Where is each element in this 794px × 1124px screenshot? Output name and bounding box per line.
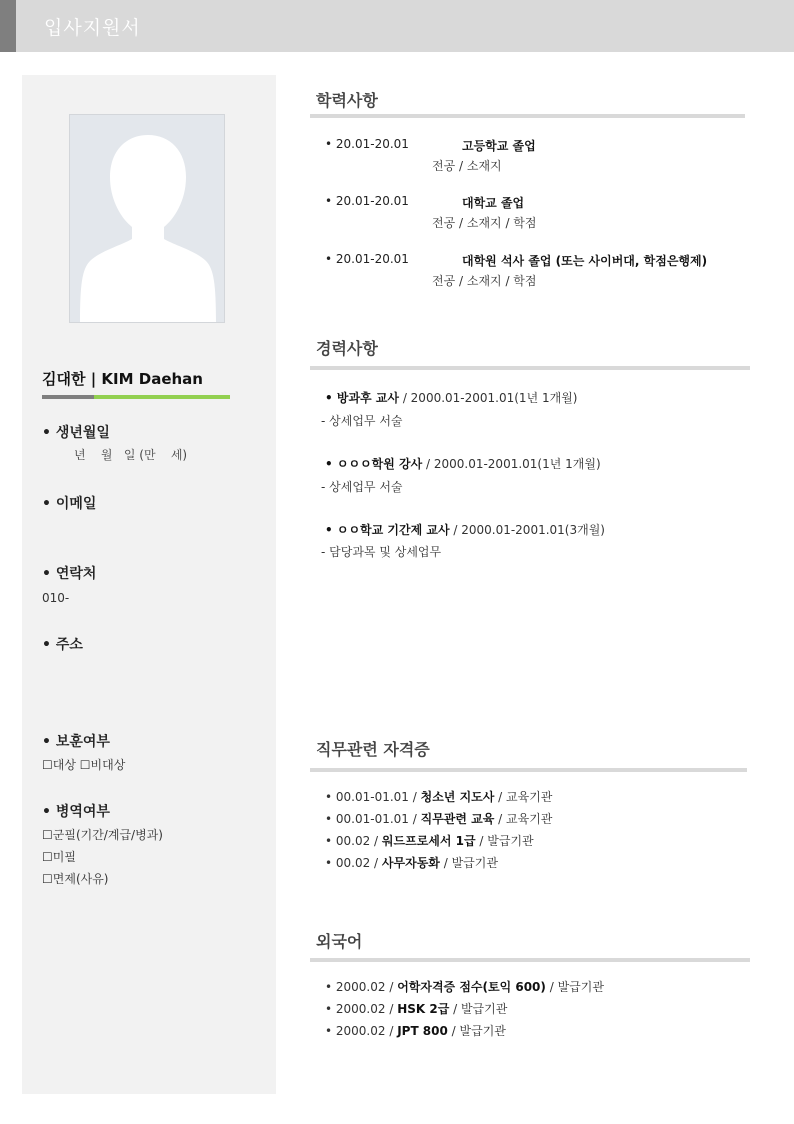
- education-heading: 학력사항: [316, 91, 378, 110]
- veteran-options: ☐대상 ☐비대상: [42, 758, 126, 772]
- header-accent: [0, 0, 16, 52]
- career-period: / 2000.01-2001.01(3개월): [449, 523, 605, 537]
- education-title: 고등학교 졸업: [462, 139, 536, 153]
- certificate-item: [325, 832, 534, 849]
- contact-heading: • 연락처: [42, 566, 97, 582]
- education-title: 대학원 석사 졸업 (또는 사이버대, 학점은행제): [462, 254, 708, 268]
- certificate-name: 직무관련 교육: [420, 812, 495, 826]
- language-item: [325, 1022, 506, 1039]
- email-heading: • 이메일: [42, 496, 97, 512]
- certificate-org: / 발급기관: [439, 856, 498, 870]
- military-option-served: ☐군필(기간/계급/병과): [42, 828, 163, 842]
- career-title: • 방과후 교사: [325, 391, 399, 405]
- education-title: 대학교 졸업: [462, 196, 525, 210]
- languages-rule: [310, 958, 750, 962]
- career-rule: [310, 366, 750, 370]
- certificates-rule: [310, 768, 747, 772]
- language-date: • 2000.02 /: [325, 980, 398, 994]
- applicant-name: 김대한 | KIM Daehan: [42, 370, 203, 388]
- birth-heading: • 생년월일: [42, 425, 110, 441]
- page-title: 입사지원서: [44, 17, 141, 39]
- contact-value: 010-: [42, 591, 70, 605]
- education-detail: 전공 / 소재지 / 학점: [432, 274, 537, 288]
- career-item: [325, 389, 577, 406]
- language-name: 어학자격증 점수(토익 600): [397, 980, 546, 994]
- certificate-org: / 교육기관: [494, 790, 553, 804]
- certificate-date: • 00.02 /: [325, 856, 382, 870]
- education-rule: [310, 114, 745, 118]
- profile-sidebar: [22, 75, 276, 1094]
- education-date: • 20.01-20.01: [325, 252, 409, 266]
- certificates-heading: 직무관련 자격증: [316, 740, 430, 759]
- language-name: JPT 800: [397, 1024, 448, 1038]
- career-item: [325, 455, 601, 472]
- language-org: / 발급기관: [447, 1024, 506, 1038]
- career-period: / 2000.01-2001.01(1년 1개월): [422, 457, 601, 471]
- education-detail: 전공 / 소재지: [432, 159, 502, 173]
- languages-heading: 외국어: [316, 932, 363, 951]
- header-bar: [0, 0, 794, 52]
- military-option-not-served: ☐미필: [42, 850, 76, 864]
- certificate-org: / 발급기관: [475, 834, 534, 848]
- education-date: • 20.01-20.01: [325, 137, 409, 151]
- language-org: / 발급기관: [545, 980, 604, 994]
- career-heading: 경력사항: [316, 339, 378, 358]
- person-silhouette-icon: [70, 115, 225, 323]
- career-period: / 2000.01-2001.01(1년 1개월): [399, 391, 578, 405]
- certificate-org: / 교육기관: [494, 812, 553, 826]
- certificate-date: • 00.01-01.01 /: [325, 790, 421, 804]
- language-item: [325, 978, 604, 995]
- certificate-item: [325, 854, 498, 871]
- language-date: • 2000.02 /: [325, 1024, 398, 1038]
- profile-photo-placeholder: [69, 114, 225, 323]
- certificate-name: 사무자동화: [381, 856, 440, 870]
- veteran-heading: • 보훈여부: [42, 734, 110, 750]
- certificate-name: 청소년 지도사: [420, 790, 495, 804]
- certificate-item: [325, 788, 552, 805]
- language-item: [325, 1000, 507, 1017]
- language-name: HSK 2급: [397, 1002, 450, 1016]
- name-underline-green: [94, 395, 230, 399]
- certificate-item: [325, 810, 552, 827]
- education-date: • 20.01-20.01: [325, 194, 409, 208]
- military-heading: • 병역여부: [42, 804, 110, 820]
- language-date: • 2000.02 /: [325, 1002, 398, 1016]
- certificate-name: 워드프로세서 1급: [381, 834, 476, 848]
- career-detail: - 상세업무 서술: [321, 480, 403, 494]
- career-detail: - 상세업무 서술: [321, 414, 403, 428]
- career-item: [325, 521, 605, 538]
- birth-fields: 년 월 일 (만 세): [74, 448, 188, 462]
- certificate-date: • 00.02 /: [325, 834, 382, 848]
- name-underline-gray: [42, 395, 94, 399]
- address-heading: • 주소: [42, 637, 83, 653]
- military-option-exempt: ☐면제(사유): [42, 872, 109, 886]
- certificate-date: • 00.01-01.01 /: [325, 812, 421, 826]
- education-detail: 전공 / 소재지 / 학점: [432, 216, 537, 230]
- career-title: • ㅇㅇㅇ학원 강사: [325, 457, 423, 471]
- language-org: / 발급기관: [449, 1002, 508, 1016]
- career-detail: - 담당과목 및 상세업무: [321, 545, 442, 559]
- career-title: • ㅇㅇ학교 기간제 교사: [325, 523, 450, 537]
